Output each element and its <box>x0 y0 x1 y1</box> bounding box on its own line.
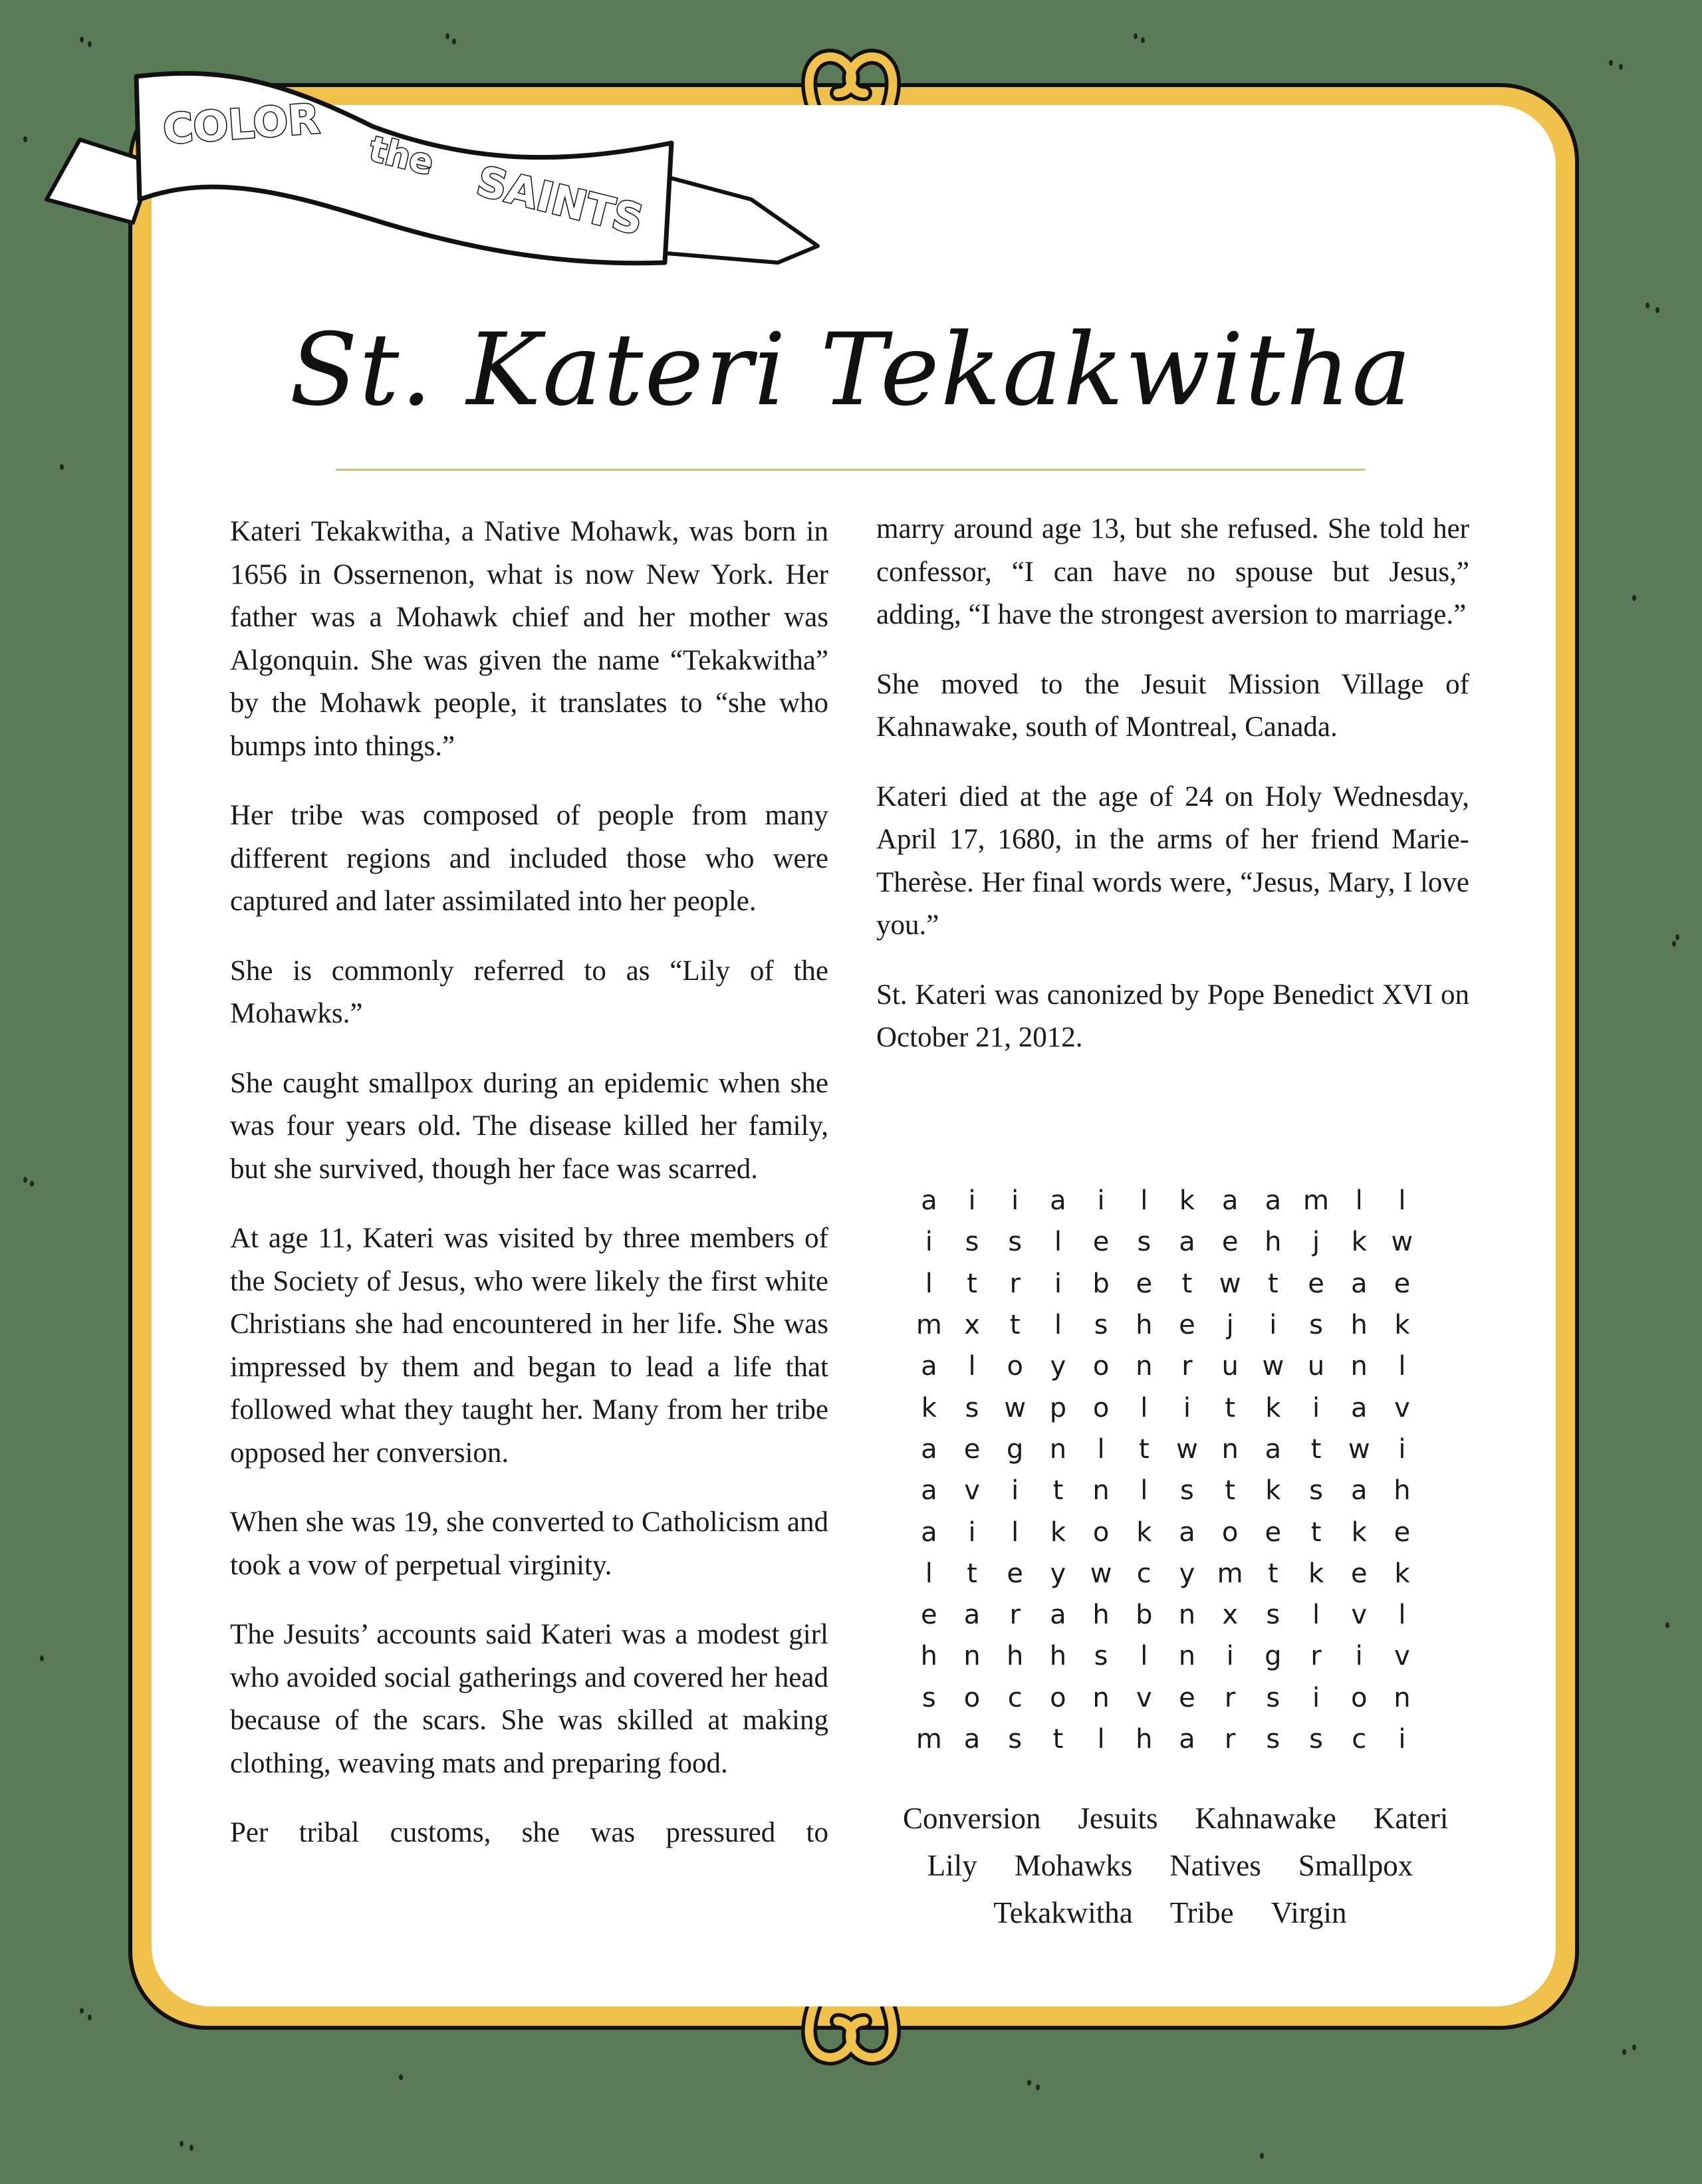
word-search-letter[interactable]: s <box>1266 1682 1280 1713</box>
word-search-letter[interactable]: r <box>1224 1724 1236 1755</box>
word-search-letter[interactable]: i <box>1054 1268 1062 1299</box>
word-search-letter[interactable]: a <box>963 1600 981 1631</box>
word-search-letter[interactable]: h <box>920 1641 938 1672</box>
paragraph: Kateri died at the age of 24 on Holy Wednesday, April 17, 1680, in the arms of her friend Marie-Therèse. Her final words were, “Jesus, Mary, I love you.” <box>876 781 1469 941</box>
word-search-letter[interactable]: o <box>1092 1392 1110 1423</box>
word-list-item: Lily <box>927 1849 977 1882</box>
word-search-letter[interactable]: l <box>1140 1392 1148 1423</box>
word-search-letter[interactable]: o <box>1050 1682 1066 1713</box>
word-search-letter[interactable]: i <box>1398 1724 1406 1755</box>
word-search-letter[interactable]: l <box>968 1351 976 1382</box>
word-list-item: Tribe <box>1169 1896 1234 1929</box>
word-search-letter[interactable]: n <box>1178 1641 1196 1672</box>
word-search-letter[interactable]: n <box>1350 1351 1368 1382</box>
word-search-letter[interactable]: x <box>964 1310 980 1341</box>
word-search-letter[interactable]: l <box>1054 1310 1062 1341</box>
word-search-letter[interactable]: y <box>1179 1558 1195 1589</box>
word-list-item: Jesuits <box>1078 1802 1158 1835</box>
word-search-letter[interactable]: k <box>1179 1185 1195 1217</box>
page-title: St. Kateri Tekakwitha <box>289 312 1413 428</box>
word-search-letter[interactable]: e <box>1308 1268 1324 1299</box>
word-search-letter[interactable]: w <box>1391 1227 1413 1258</box>
word-search-letter[interactable]: i <box>1011 1185 1019 1217</box>
word-search-letter[interactable]: a <box>921 1517 937 1548</box>
word-search-word-list <box>884 1795 1456 1937</box>
word-search-letter[interactable]: s <box>965 1227 979 1258</box>
word-search-letter[interactable]: v <box>964 1475 980 1507</box>
word-search-letter[interactable]: t <box>1181 1268 1193 1299</box>
word-search-row <box>908 1346 1426 1387</box>
word-search-letter[interactable]: h <box>1350 1310 1368 1341</box>
word-search-letter[interactable]: l <box>925 1268 933 1299</box>
word-search-letter[interactable]: a <box>1265 1433 1282 1465</box>
word-search-letter[interactable]: l <box>1398 1600 1406 1631</box>
word-search-letter[interactable]: k <box>921 1392 937 1423</box>
word-search-letter[interactable]: w <box>1176 1433 1198 1465</box>
word-search-letter[interactable]: w <box>1004 1392 1027 1423</box>
word-search-letter[interactable]: l <box>1140 1185 1148 1217</box>
word-search-letter[interactable]: r <box>1310 1641 1322 1672</box>
paragraph: When she was 19, she converted to Catholicism and took a vow of perpetual virginity. <box>230 1507 828 1581</box>
word-search-letter[interactable]: e <box>1394 1517 1411 1548</box>
word-search-letter[interactable]: a <box>1050 1185 1066 1217</box>
word-search-letter[interactable]: e <box>1221 1227 1239 1258</box>
word-search-letter[interactable]: s <box>1309 1724 1323 1755</box>
word-search-letter[interactable]: e <box>1136 1268 1153 1299</box>
word-search-letter[interactable]: k <box>1050 1517 1066 1548</box>
banner-word-the: the <box>365 129 437 183</box>
paragraph: She moved to the Jesuit Mission Village of Kahnawake, south of Montreal, Canada. <box>876 668 1469 743</box>
word-search-letter[interactable]: a <box>1179 1227 1195 1258</box>
word-search-letter[interactable]: i <box>968 1185 976 1217</box>
banner-word-color: COLOR <box>161 94 322 154</box>
word-search-letter[interactable]: s <box>921 1682 936 1713</box>
word-search-letter[interactable]: l <box>1097 1724 1105 1755</box>
word-search-letter[interactable]: e <box>1092 1227 1110 1258</box>
word-search-letter[interactable]: t <box>1268 1268 1278 1299</box>
word-search-letter[interactable]: l <box>1054 1227 1062 1258</box>
word-search-letter[interactable]: s <box>1094 1641 1108 1672</box>
word-search-letter[interactable]: i <box>968 1517 976 1548</box>
word-search-row <box>908 1180 1426 1221</box>
word-search-letter[interactable]: s <box>1008 1724 1023 1755</box>
word-search-letter[interactable]: m <box>915 1310 942 1341</box>
word-search-row <box>908 1387 1426 1428</box>
word-search-letter[interactable]: i <box>1011 1475 1019 1507</box>
word-search-letter[interactable]: i <box>1183 1392 1191 1423</box>
word-search-letter[interactable]: v <box>1394 1392 1410 1423</box>
word-search-letter[interactable]: a <box>921 1433 937 1465</box>
word-search-letter[interactable]: r <box>1009 1268 1021 1299</box>
word-search-letter[interactable]: o <box>1092 1517 1110 1548</box>
word-search-letter[interactable]: w <box>1090 1558 1112 1589</box>
word-search-letter[interactable]: e <box>1394 1268 1411 1299</box>
word-search-letter[interactable]: a <box>1179 1724 1195 1755</box>
word-search-letter[interactable]: s <box>965 1392 979 1423</box>
word-search-row <box>908 1221 1426 1263</box>
word-search-row <box>908 1511 1426 1552</box>
word-search-letter[interactable]: j <box>1226 1310 1234 1341</box>
word-search-letter[interactable]: l <box>925 1558 933 1589</box>
word-search-letter[interactable]: a <box>1350 1475 1368 1507</box>
word-search-letter[interactable]: o <box>1221 1517 1239 1548</box>
word-search-row <box>908 1719 1426 1760</box>
word-search-letter[interactable]: l <box>1355 1185 1363 1217</box>
word-search-letter[interactable]: v <box>1351 1600 1368 1631</box>
word-search-letter[interactable]: a <box>1350 1392 1368 1423</box>
word-search-letter[interactable]: g <box>1007 1433 1024 1465</box>
word-search-letter[interactable]: p <box>1049 1392 1067 1423</box>
word-search-letter[interactable]: n <box>1394 1682 1411 1713</box>
word-search-letter[interactable]: t <box>1310 1517 1322 1548</box>
word-search-letter[interactable]: i <box>1312 1392 1320 1423</box>
word-search-letter[interactable]: i <box>1312 1682 1320 1713</box>
word-search-letter[interactable]: l <box>1140 1475 1148 1507</box>
word-search-letter[interactable]: k <box>1394 1310 1410 1341</box>
word-search-letter[interactable]: u <box>1307 1351 1325 1382</box>
word-search-letter[interactable]: s <box>1266 1724 1280 1755</box>
word-search-letter[interactable]: t <box>1052 1724 1064 1755</box>
word-search-letter[interactable]: l <box>1398 1185 1406 1217</box>
word-list-item: Kahnawake <box>1195 1802 1336 1835</box>
word-search-letter[interactable]: t <box>1009 1310 1021 1341</box>
word-search-letter[interactable]: y <box>1050 1558 1066 1589</box>
word-search-letter[interactable]: r <box>1224 1682 1236 1713</box>
word-search-letter[interactable]: h <box>1136 1724 1153 1755</box>
word-search-row <box>908 1470 1426 1511</box>
word-list-item: Kateri <box>1373 1802 1449 1835</box>
word-search-row <box>908 1677 1426 1719</box>
word-search-letter[interactable]: a <box>1350 1268 1368 1299</box>
word-search-letter[interactable]: k <box>1136 1517 1152 1548</box>
word-search-letter[interactable]: k <box>1265 1392 1281 1423</box>
word-search-letter[interactable]: k <box>1265 1475 1281 1507</box>
word-search-letter[interactable]: i <box>1398 1433 1406 1465</box>
word-search-letter[interactable]: h <box>1136 1310 1153 1341</box>
word-search-letter[interactable]: s <box>1008 1227 1023 1258</box>
word-search-letter[interactable]: o <box>1092 1351 1110 1382</box>
word-list-item: Mohawks <box>1014 1849 1133 1882</box>
word-search-letter[interactable]: a <box>921 1351 937 1382</box>
word-search-letter[interactable]: n <box>1049 1433 1067 1465</box>
word-search-letter[interactable]: a <box>1179 1517 1195 1548</box>
word-search-letter[interactable]: k <box>1351 1227 1367 1258</box>
word-list-item: Natives <box>1169 1849 1261 1882</box>
word-search-letter[interactable]: x <box>1222 1600 1238 1631</box>
word-search-letter[interactable]: w <box>1348 1433 1370 1465</box>
word-search-letter[interactable]: w <box>1262 1351 1284 1382</box>
word-search-letter[interactable]: i <box>1097 1185 1105 1217</box>
paragraph: At age 11, Kateri was visited by three members of the Society of Jesus, who were likely the first white Christians she had encountered in her life. She was impressed by them and began to lead a life that followed what they taught her. Many from her tribe opposed her conversion. <box>230 1223 828 1469</box>
word-search-letter[interactable]: s <box>1309 1475 1323 1507</box>
left-text-column <box>230 511 828 1881</box>
word-list-line <box>884 1842 1456 1889</box>
word-search-letter[interactable]: n <box>1221 1433 1239 1465</box>
word-search-letter[interactable]: e <box>921 1600 937 1631</box>
right-text-column <box>876 508 1469 1086</box>
word-search-letter[interactable]: k <box>1351 1517 1367 1548</box>
paragraph: She is commonly referred to as “Lily of the Mohawks.” <box>230 955 828 1029</box>
word-search-letter[interactable]: s <box>1094 1310 1108 1341</box>
word-search-letter[interactable]: s <box>1180 1475 1194 1507</box>
word-search-letter[interactable]: h <box>1394 1475 1411 1507</box>
word-list-item: Virgin <box>1271 1896 1347 1929</box>
word-search-letter[interactable]: s <box>1266 1600 1280 1631</box>
word-search-letter[interactable]: w <box>1219 1268 1241 1299</box>
word-search-letter[interactable]: i <box>1269 1310 1277 1341</box>
word-search-letter[interactable]: n <box>1178 1600 1196 1631</box>
word-search-letter[interactable]: k <box>1308 1558 1324 1589</box>
word-search-letter[interactable]: e <box>1179 1310 1195 1341</box>
word-search-letter[interactable]: h <box>1092 1600 1110 1631</box>
word-search-letter[interactable]: l <box>1398 1351 1406 1382</box>
word-search-letter[interactable]: a <box>921 1185 937 1217</box>
word-search-letter[interactable]: t <box>1268 1558 1278 1589</box>
word-search-letter[interactable]: e <box>963 1433 981 1465</box>
word-search-letter[interactable]: n <box>1136 1351 1153 1382</box>
word-search-letter[interactable]: c <box>1007 1682 1023 1713</box>
word-search-letter[interactable]: a <box>1265 1185 1282 1217</box>
word-search-letter[interactable]: e <box>1350 1558 1368 1589</box>
paragraph: marry around age 13, but she refused. She told her confessor, “I can have no spouse but Jesus,” adding, “I have the strongest aversion to marriage.” <box>876 513 1469 630</box>
banner-word-saints: SAINTS <box>471 156 648 245</box>
word-search-letter[interactable]: h <box>1265 1227 1282 1258</box>
word-search-letter[interactable]: l <box>1312 1600 1320 1631</box>
word-search-letter[interactable]: c <box>1352 1724 1367 1755</box>
paragraph: Her tribe was composed of people from many different regions and included those who were captured and later assimilated into her people. <box>230 800 828 917</box>
word-search-letter[interactable]: g <box>1265 1641 1282 1672</box>
word-search-letter[interactable]: i <box>1226 1641 1234 1672</box>
paragraph: The Jesuits’ accounts said Kateri was a modest girl who avoided social gatherings and covered her head because of the scars. She was skilled at making clothing, weaving mats and preparing food. <box>230 1619 828 1779</box>
word-list-item: Smallpox <box>1298 1849 1413 1882</box>
word-search-letter[interactable]: h <box>1049 1641 1067 1672</box>
word-search-row <box>908 1304 1426 1346</box>
word-search-letter[interactable]: t <box>1052 1475 1064 1507</box>
word-search-letter[interactable]: a <box>1050 1600 1066 1631</box>
word-search-letter[interactable]: r <box>1181 1351 1193 1382</box>
word-search-letter[interactable]: i <box>1355 1641 1363 1672</box>
word-search-letter[interactable]: o <box>963 1682 981 1713</box>
paragraph: She caught smallpox during an epidemic when she was four years old. The disease killed her family, but she survived, though her face was scarred. <box>230 1067 828 1185</box>
word-search-letter[interactable]: m <box>915 1724 942 1755</box>
word-search-letter[interactable]: t <box>1225 1392 1235 1423</box>
word-search-row <box>908 1636 1426 1677</box>
word-search-letter[interactable]: a <box>921 1475 937 1507</box>
word-search-grid <box>908 1180 1426 1760</box>
paragraph: St. Kateri was canonized by Pope Benedict XVI on October 21, 2012. <box>876 979 1469 1053</box>
word-search-row <box>908 1553 1426 1594</box>
word-search-letter[interactable]: s <box>1309 1310 1323 1341</box>
word-search-letter[interactable]: a <box>963 1724 981 1755</box>
paragraph: Per tribal customs, she was pressured to <box>230 1817 828 1848</box>
word-search-letter[interactable]: l <box>1011 1517 1019 1548</box>
word-search-letter[interactable]: j <box>1312 1227 1320 1258</box>
paragraph: Kateri Tekakwitha, a Native Mohawk, was born in 1656 in Ossernenon, what is now New York. Her father was a Mohawk chief and her mother was Algonquin. She was given the name “Tekakwitha” by the Mohawk people, it translates to “she who bumps into things.” <box>230 516 828 762</box>
word-search-letter[interactable]: m <box>1217 1558 1243 1589</box>
word-search-letter[interactable]: v <box>1136 1682 1152 1713</box>
word-search-letter[interactable]: o <box>1350 1682 1368 1713</box>
word-search-letter[interactable]: y <box>1050 1351 1066 1382</box>
word-search-letter[interactable]: t <box>1225 1475 1235 1507</box>
word-search-letter[interactable]: t <box>1138 1433 1150 1465</box>
word-search-letter[interactable]: m <box>1303 1185 1330 1217</box>
word-search-letter[interactable]: n <box>963 1641 981 1672</box>
word-search-letter[interactable]: n <box>1092 1475 1110 1507</box>
word-search-letter[interactable]: k <box>1394 1558 1410 1589</box>
word-search-letter[interactable]: u <box>1221 1351 1239 1382</box>
word-search-letter[interactable]: v <box>1394 1641 1410 1672</box>
word-list-line <box>884 1795 1456 1842</box>
word-search-letter[interactable]: c <box>1136 1558 1152 1589</box>
word-search-letter[interactable]: e <box>1007 1558 1024 1589</box>
word-search-row <box>908 1263 1426 1304</box>
word-search-letter[interactable]: l <box>1097 1433 1105 1465</box>
word-search-letter[interactable]: t <box>967 1558 977 1589</box>
word-search-letter[interactable]: a <box>1221 1185 1239 1217</box>
word-list-item: Conversion <box>903 1802 1041 1835</box>
word-list-item: Tekakwitha <box>993 1896 1133 1929</box>
word-search-letter[interactable]: l <box>1140 1641 1148 1672</box>
word-search-letter[interactable]: e <box>1265 1517 1282 1548</box>
word-search-letter[interactable]: e <box>1179 1682 1195 1713</box>
word-search-letter[interactable]: o <box>1007 1351 1023 1382</box>
word-search-letter[interactable]: r <box>1009 1600 1021 1631</box>
word-search-row <box>908 1594 1426 1636</box>
word-search-letter[interactable]: b <box>1136 1600 1153 1631</box>
word-search-letter[interactable]: b <box>1092 1268 1110 1299</box>
word-search-letter[interactable]: s <box>1137 1227 1152 1258</box>
word-search-letter[interactable]: t <box>967 1268 977 1299</box>
word-search-letter[interactable]: n <box>1092 1682 1110 1713</box>
word-search-letter[interactable]: i <box>925 1227 933 1258</box>
word-search-letter[interactable]: t <box>1310 1433 1322 1465</box>
word-search-row <box>908 1429 1426 1470</box>
word-search-letter[interactable]: h <box>1007 1641 1024 1672</box>
title-divider <box>336 469 1365 471</box>
word-list-line <box>884 1889 1456 1937</box>
